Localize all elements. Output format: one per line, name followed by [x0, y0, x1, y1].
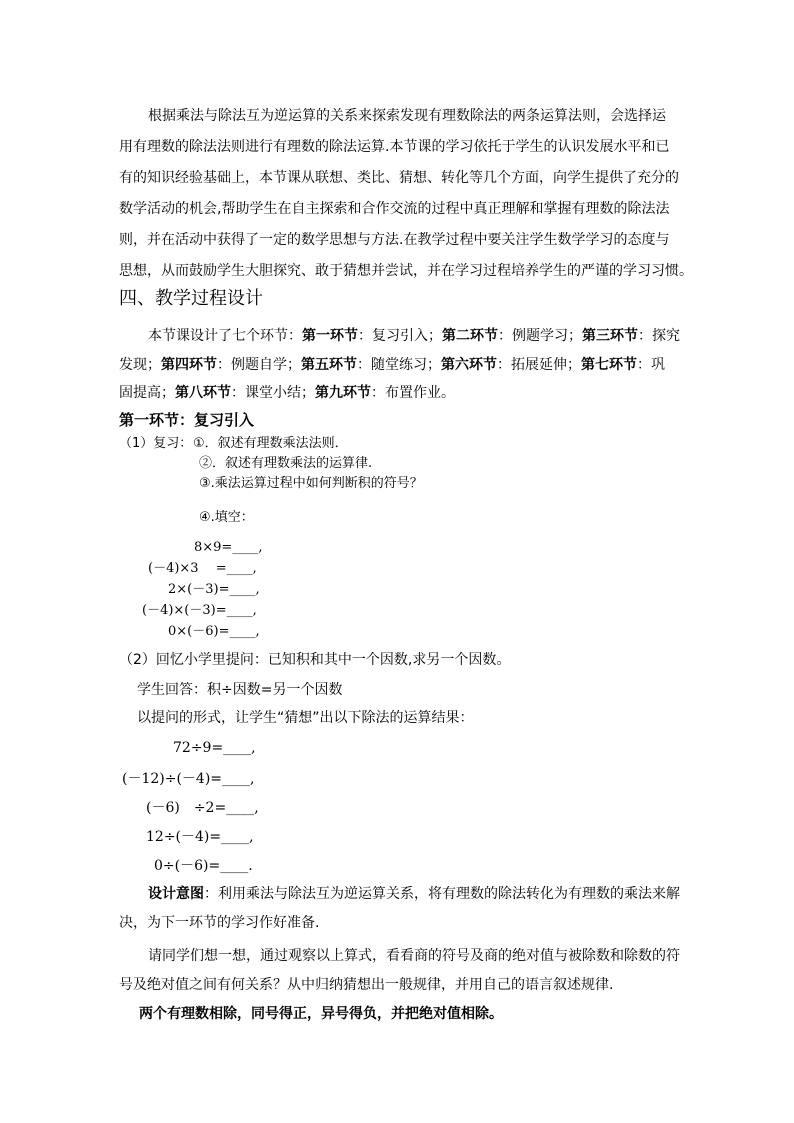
intro-line-3: 有的知识经验基础上，本节课从联想、类比、猜想、转化等几个方面，向学生提供了充分的 [119, 170, 679, 186]
stage-label: 第五环节 [301, 357, 357, 373]
multiply-equation-4: (－4)×(－3)=____, [142, 603, 257, 618]
step1-heading: 第一环节：复习引入 [119, 411, 255, 429]
observe-line-2: 号及绝对值之间有何关系？从中归纳猜想出一般规律，并用自己的语言叙述规律. [119, 977, 614, 993]
multiply-equation-5: 0×(－6)=____, [168, 624, 260, 639]
overview-start: 发现； [119, 357, 161, 373]
stage-text: ：布置作业。 [371, 385, 455, 401]
stage-label: 第七环节 [581, 357, 637, 373]
multiply-equation-3: 2×(－3)=____, [168, 582, 260, 597]
stage-label: 第二环节 [442, 328, 498, 344]
review-item-3: ③.乘法运算过程中如何判断积的符号？ [199, 476, 423, 491]
recall-question: （2）回忆小学里提问：已知积和其中一个因数,求另一个因数。 [119, 652, 511, 668]
stage-text: ：复习引入； [358, 328, 442, 344]
section-heading: 四、教学过程设计 [119, 288, 263, 309]
review-item-1: ①．叙述有理数乘法法则． [193, 436, 348, 451]
intro-line-4: 数学活动的机会,帮助学生在自主探索和合作交流的过程中真正理解和掌握有理数的除法法 [119, 201, 670, 217]
observe-line-1: 请同学们想一想，通过观察以上算式，看看商的符号及商的绝对值与被除数和除数的符 [148, 948, 680, 964]
stage-text: ：例题学习； [498, 328, 582, 344]
intro-line-5: 则，并在活动中获得了一定的数学思想与方法.在教学过程中要关注学生数学学习的态度与 [119, 232, 670, 248]
overview-start: 固提高； [119, 385, 175, 401]
student-answer: 学生回答：积÷因数=另一个因数 [137, 682, 343, 698]
division-equation-4: 12÷(－4)=____, [146, 829, 254, 845]
intro-line-1: 根据乘法与除法互为逆运算的关系来探索发现有理数除法的两条运算法则，会选择运 [148, 108, 666, 124]
stage-text: ：随堂练习； [357, 357, 441, 373]
design-intent-label: 设计意图 [148, 886, 204, 902]
guess-prompt: 以提问的形式，让学生“猜想”出以下除法的运算结果： [137, 710, 474, 726]
design-intent-line-1 [148, 884, 680, 904]
overview-intro: 本节课设计了七个环节： [148, 328, 302, 344]
division-equation-3: (－6) ÷2=____, [146, 800, 259, 816]
stage-label: 第八环节 [175, 385, 231, 401]
stage-label: 第四环节 [161, 357, 217, 373]
division-equation-1: 72÷9=____, [173, 740, 256, 756]
stage-text: ：探究 [638, 328, 680, 344]
multiply-equation-1: 8×9=____, [194, 540, 263, 555]
stage-label: 第六环节 [441, 357, 497, 373]
review-item-4: ④.填空： [199, 510, 254, 525]
stage-label: 第九环节 [315, 385, 371, 401]
review-item-2: ②．叙述有理数乘法的运算律. [199, 456, 373, 471]
intro-line-6: 思想，从而鼓励学生大胆探究、敢于猜想并尝试，并在学习过程培养学生的严谨的学习习惯。 [119, 263, 693, 279]
stage-label: 第三环节 [582, 328, 638, 344]
design-intent-line-2: 决，为下一环节的学习作好准备. [119, 915, 320, 931]
division-equation-2: (－12)÷(－4)=____, [122, 771, 255, 787]
overview-line-2 [119, 355, 665, 375]
stage-text: ：拓展延伸； [497, 357, 581, 373]
overview-line-1 [148, 326, 680, 346]
stage-text: ：例题自学； [217, 357, 301, 373]
stage-text: ：巩 [637, 357, 665, 373]
division-rule: 两个有理数相除，同号得正，异号得负，并把绝对值相除。 [139, 1006, 503, 1022]
stage-text: ：课堂小结； [231, 385, 315, 401]
design-intent-text: ：利用乘法与除法互为逆运算关系，将有理数的除法转化为有理数的乘法来解 [204, 886, 680, 902]
intro-line-2: 用有理数的除法法则进行有理数的除法运算.本节课的学习依托于学生的认识发展水平和已 [119, 139, 670, 155]
overview-line-3 [119, 383, 455, 403]
stage-label: 第一环节 [302, 328, 358, 344]
division-equation-5: 0÷(－6)=____. [154, 858, 253, 874]
multiply-equation-2: (－4)×3 =____, [148, 561, 257, 576]
review-label: （1）复习： [119, 436, 193, 451]
